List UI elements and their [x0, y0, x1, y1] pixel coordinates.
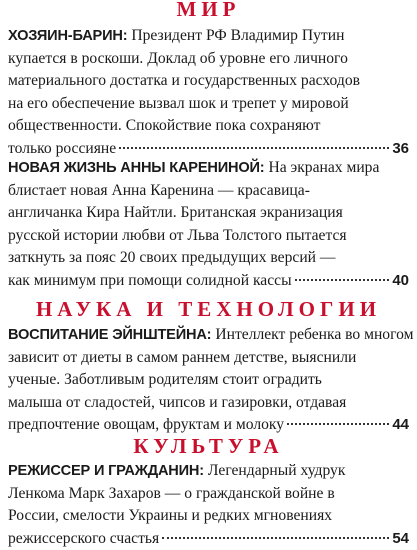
entry-text: Ленкома Марк Захаров — о гражданской войне в: [8, 484, 335, 502]
toc-entry-einstein[interactable]: [8, 324, 414, 437]
entry-text: материального достатка и государственных расходов: [8, 72, 360, 90]
entry-text: Президент РФ Владимир Путин: [131, 27, 345, 44]
entry-text: малыша от сладостей, чипсов и газировки, отдавая: [8, 393, 347, 411]
entry-text: режиссерского счастья: [8, 529, 160, 547]
page-number[interactable]: 36: [392, 139, 409, 157]
entry-text: общественности. Спокойствие пока сохраняют: [8, 117, 321, 135]
dot-leader: [295, 279, 390, 281]
dot-leader: [162, 537, 389, 539]
entry-text: как минимум при помощи солидной кассы: [8, 271, 292, 289]
entry-text: На экранах мира: [268, 159, 380, 176]
entry-text: русской истории любви от Льва Толстого пытается: [8, 226, 347, 244]
entry-text: заткнуть за пояс 20 своих предыдущих версий —: [8, 249, 336, 267]
entry-title: РЕЖИССЕР И ГРАЖДАНИН:: [8, 463, 204, 479]
entry-text: купается в роскоши. Доклад об уровне его личного: [8, 49, 348, 67]
page-number[interactable]: 40: [392, 271, 409, 289]
dot-leader: [287, 423, 389, 425]
entry-title: ХОЗЯИН-БАРИН:: [8, 28, 128, 44]
entry-text: Интеллект ребенка во многом: [215, 326, 414, 343]
dot-leader: [119, 147, 389, 149]
entry-text: Легендарный худрук: [207, 462, 346, 479]
entry-text: зависит от диеты в самом раннем детстве, выяснили: [8, 348, 357, 366]
entry-text: предпочтение овощам, фруктам и молоку: [8, 416, 285, 434]
section-heading-mir: МИР: [176, 0, 241, 21]
toc-entry-anna-karenina[interactable]: [8, 157, 409, 293]
entry-text: англичанка Кира Найтли. Британская экранизация: [8, 204, 343, 222]
toc-entry-zakharov[interactable]: [8, 460, 409, 550]
toc-entry-khozyain-barin[interactable]: [8, 25, 409, 161]
entry-text: на его обеспечение вызвал шок и трепет у мировой: [8, 94, 349, 112]
entry-text: блистает новая Анна Каренина — красавица-: [8, 181, 310, 199]
section-heading-culture: КУЛЬТУРА: [133, 434, 284, 458]
entry-title: ВОСПИТАНИЕ ЭЙНШТЕЙНА:: [8, 327, 212, 343]
page-number[interactable]: 54: [392, 529, 409, 547]
entry-text: ученые. Заботливым родителям стоит оградить: [8, 371, 322, 389]
section-heading-science: НАУКА И ТЕХНОЛОГИИ: [35, 297, 382, 321]
entry-text: России, смелости Украины и редких мгновениях: [8, 507, 333, 525]
entry-text: только россияне: [8, 139, 117, 157]
page-number[interactable]: 44: [392, 416, 409, 434]
entry-title: НОВАЯ ЖИЗНЬ АННЫ КАРЕНИНОЙ:: [8, 160, 265, 176]
